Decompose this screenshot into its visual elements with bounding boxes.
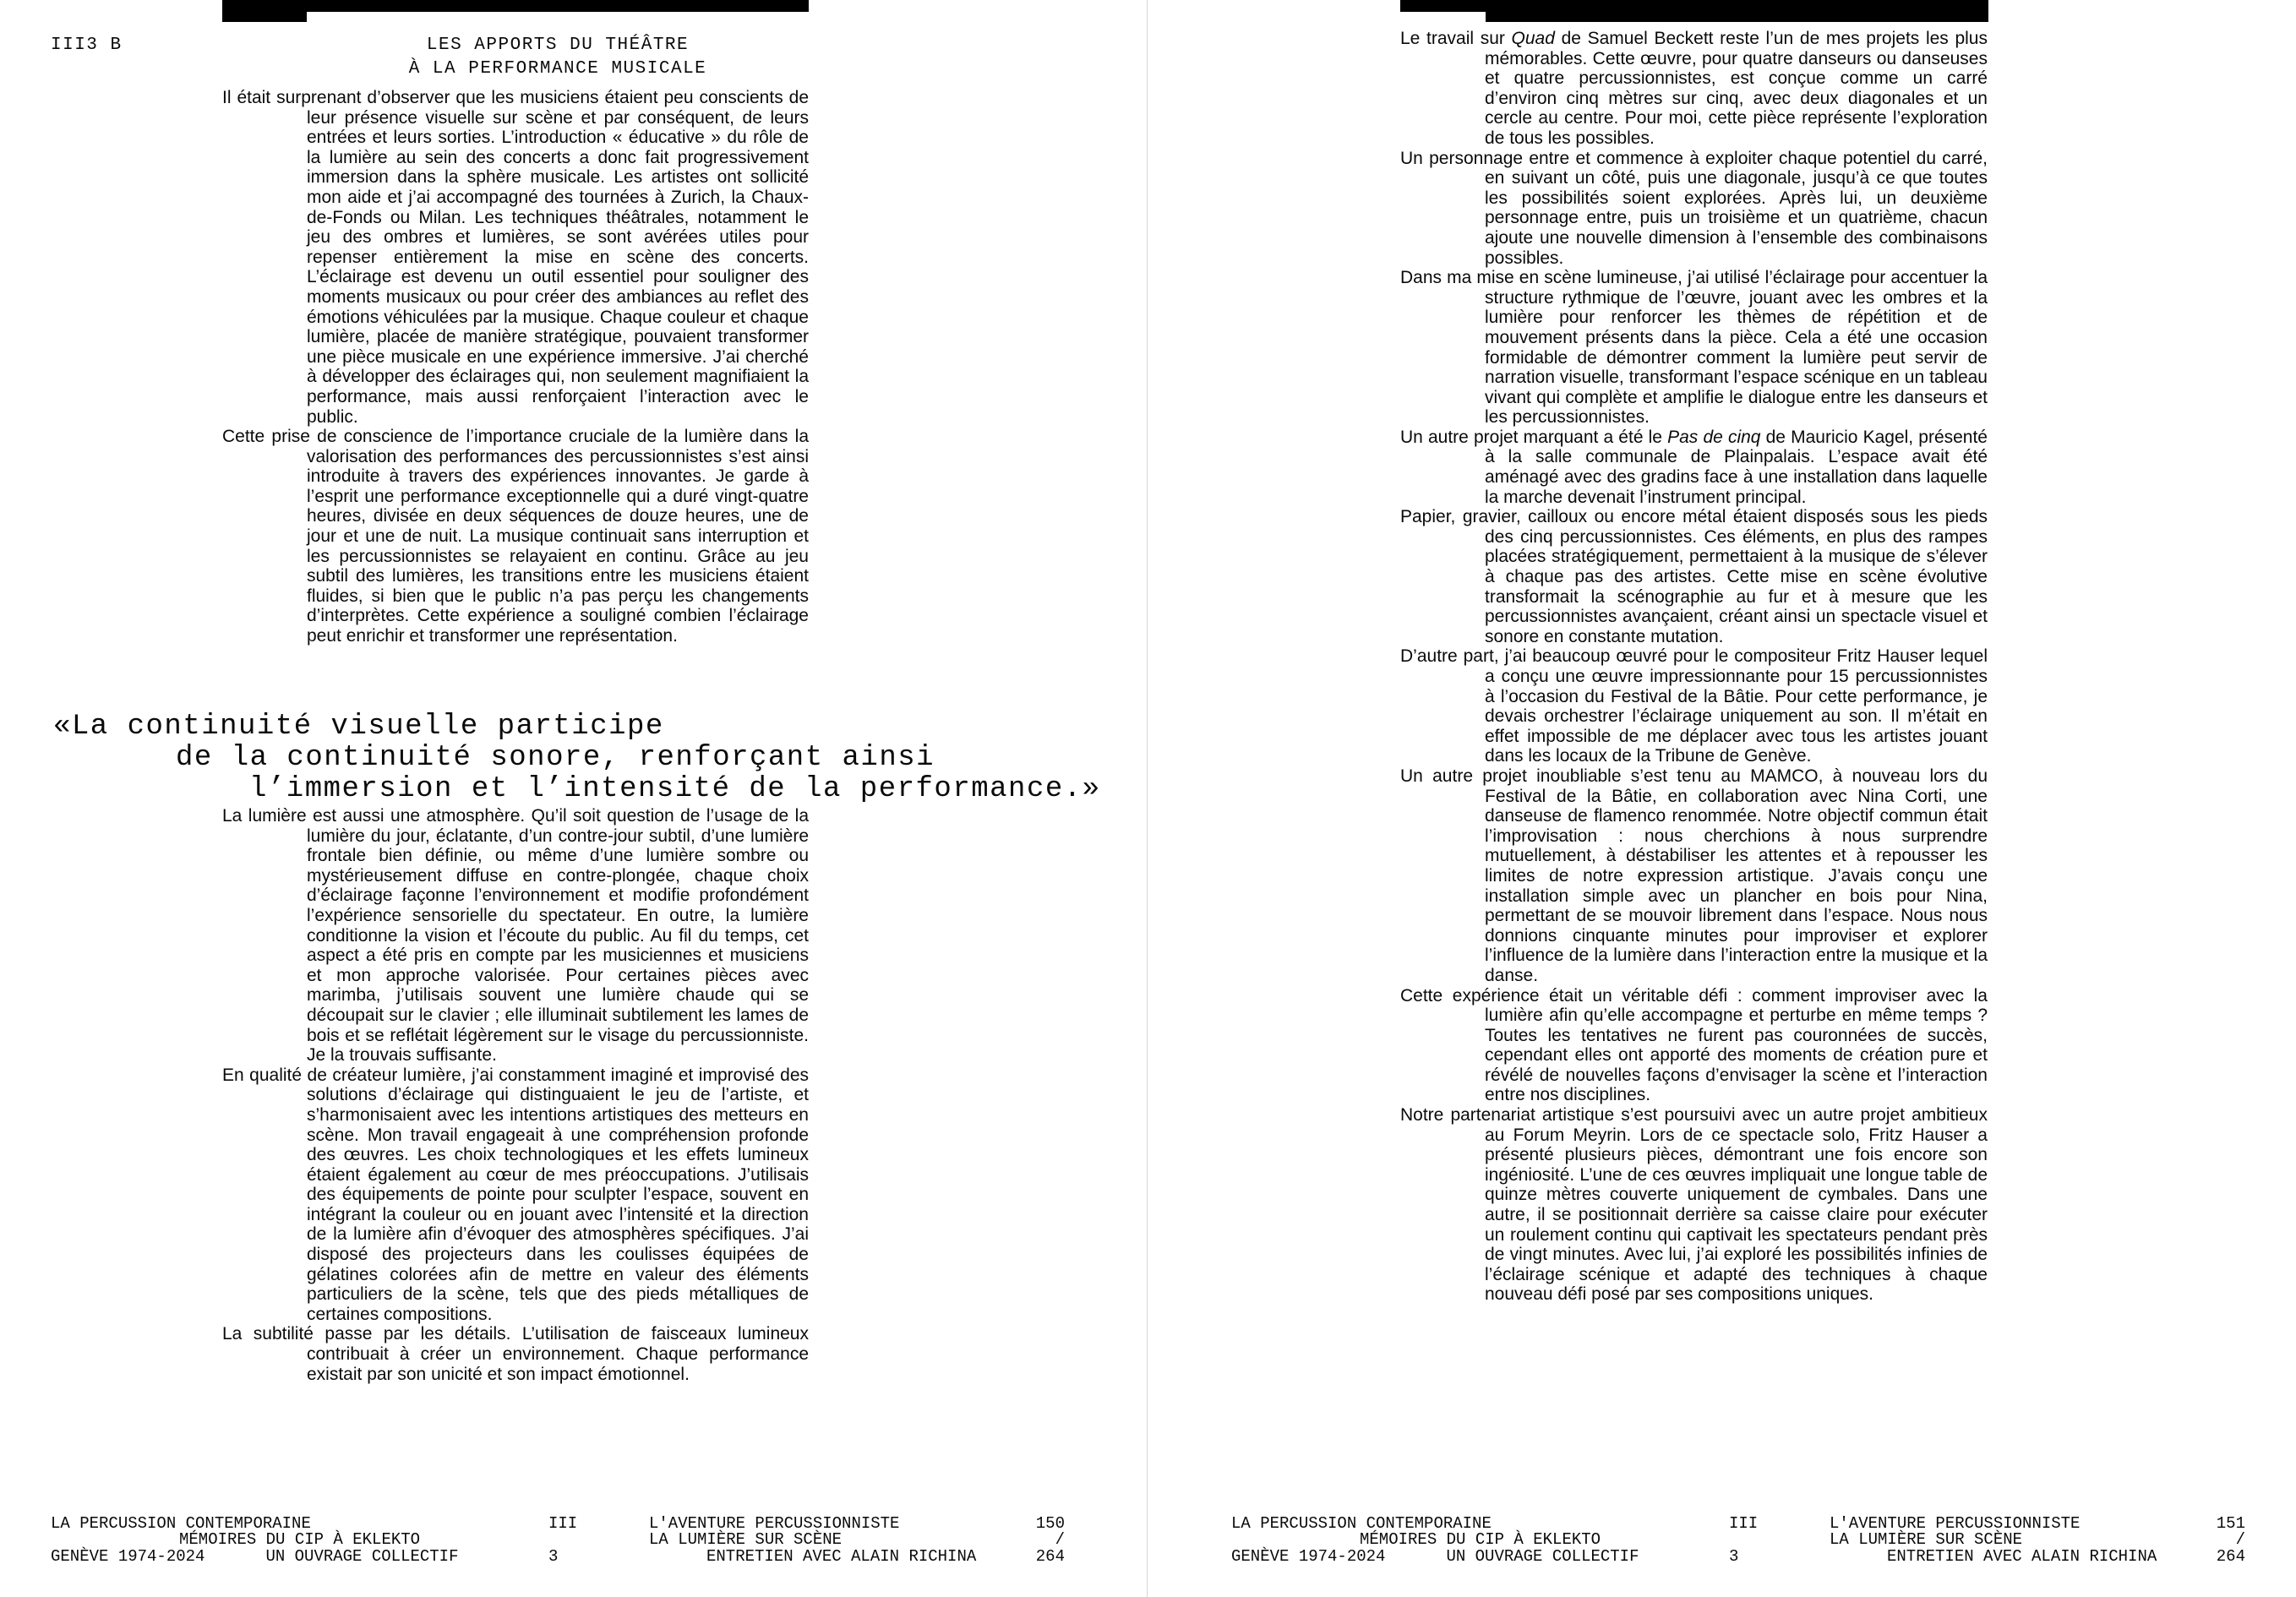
footer-chapter-title3: ENTRETIEN AVEC ALAIN RICHINA: [706, 1546, 977, 1566]
footer-total-pages: 264: [1035, 1546, 1065, 1566]
paragraph-text: de Samuel Beckett reste l’un de mes projets les plus mémorables. Cette œuvre, pour quatre danseurs ou danseuses et quatre percussionnistes, est conçue comme un carré d’environ cinq mètres sur cinq, avec deux diagonales et un cercle au centre. Pour moi, cette pièce représente l’exploration de tous les possibles.: [1485, 29, 1988, 148]
paragraph: [222, 427, 809, 646]
paragraph: [1400, 149, 1988, 269]
paragraph: [1400, 646, 1988, 766]
footer-pagination-block: [938, 1516, 1065, 1565]
footer-page-separator: /: [1055, 1530, 1065, 1550]
footer-chapter-number: 3: [548, 1546, 559, 1566]
footer-book-edition: UN OUVRAGE COLLECTIF: [1446, 1546, 1639, 1566]
footer-pagination-block: [2119, 1516, 2245, 1565]
paragraph-text: Il était surprenant d’observer que les musiciens étaient peu conscients de leur présence visuelle sur scène et par conséquent, de leurs entrées et leurs sorties. L’introduction « éducative » du rôle de la lumière au sein des concerts a donc fait progressivement immersion dans la sphère musicale. Les artistes ont sollicité mon aide et j’ai accompagné des tournées à Zurich, la Chaux-de-Fonds ou Milan. Les techniques théâtrales, notamment le jeu des ombres et lumières, se sont avérées utiles pour repenser entièrement la mise en scène des concerts. L’éclairage est devenu un outil essentiel pour souligner des moments musicaux ou pour créer des ambiances au reflet des émotions véhiculées par la musique. Chaque couleur et chaque lumière, placée de manière stratégique, pouvaient transformer une pièce musicale en une expérience immersive. J’ai cherché à développer des éclairages qui, non seulement magnifiaient la performance, mais aussi renforçaient l’interaction avec le public.: [222, 88, 809, 427]
footer-chapter-title2: LA LUMIÈRE SUR SCÈNE: [1830, 1530, 2023, 1550]
paragraph: [1400, 507, 1988, 646]
footer-page-separator: /: [2235, 1530, 2245, 1550]
header-bar-right-block: [1400, 0, 1486, 12]
footer-row: [0, 1516, 2296, 1575]
footer-book-place-years: GENÈVE 1974-2024: [1231, 1546, 1386, 1566]
paragraph: [222, 1324, 809, 1384]
body-column-left-bottom: [222, 806, 809, 1384]
paragraph-text: de Mauricio Kagel, présenté à la salle communale de Plainpalais. L’espace avait été aménagé avec des gradins face à une installation dans laquelle la marche devenait l’instrument principal.: [1485, 427, 1988, 507]
footer-book-place-years: GENÈVE 1974-2024: [51, 1546, 205, 1566]
footer-page-number: 151: [2216, 1514, 2245, 1533]
paragraph-text: Un autre projet marquant a été le: [1400, 427, 1668, 447]
pull-quote-line: l’immersion et l’intensité de la performance.»: [249, 773, 1101, 805]
footer-chapter-block: [1830, 1516, 2157, 1565]
paragraph: [222, 88, 809, 427]
paragraph-text: La subtilité passe par les détails. L’utilisation de faisceaux lumineux contribuait à créer un environnement. Chaque performance existait par son unicité et son impact émotionnel.: [222, 1324, 809, 1384]
page-title-line2: À LA PERFORMANCE MUSICALE: [408, 59, 707, 79]
paragraph: [1400, 766, 1988, 986]
work-title-italic: Quad: [1511, 29, 1555, 48]
footer-chapter-number: 3: [1729, 1546, 1739, 1566]
footer-page-number: 150: [1035, 1514, 1065, 1533]
pull-quote-line: «La continuité visuelle participe: [53, 711, 664, 743]
paragraph-text: Cette expérience était un véritable défi : comment improviser avec la lumière afin qu’elle accompagne et perturbe en même temps ? Toutes les tentatives ne furent pas couronnées de succès, cependant elles ont apporté des moments de création pure et révélé de nouvelles façons d’envisager la scène et l’interaction entre nos disciplines.: [1400, 985, 1988, 1105]
section-label: III3 B: [51, 35, 123, 55]
page-title: [307, 34, 809, 81]
paragraph-text: D’autre part, j’ai beaucoup œuvré pour le compositeur Fritz Hauser lequel a conçu une œuvre impressionnante pour 15 percussionnistes à l’occasion du Festival de la Bâtie. Pour cette performance, je devais orchestrer l’éclairage uniquement au son. Il m’était en effet impossible de me déplacer avec tous les artistes jouant dans les locaux de la Tribune de Genève.: [1400, 646, 1988, 766]
footer-part-block: [1729, 1516, 1758, 1565]
paragraph-text: Dans ma mise en scène lumineuse, j’ai utilisé l’éclairage pour accentuer la structure rythmique de l’œuvre, jouant avec les ombres et la lumière pour renforcer les thèmes de répétition et de mouvement présents dans la pièce. Cela a été une occasion formidable de démontrer comment la lumière peut servir de narration visuelle, transformant l’espace scénique en un tableau vivant qui complète et amplifie le dialogue entre les danseurs et les percussionnistes.: [1400, 268, 1988, 428]
footer-total-pages: 264: [2216, 1546, 2245, 1566]
footer-book-line3: [1231, 1546, 1639, 1566]
paragraph-text: Notre partenariat artistique s’est poursuivi avec un autre projet ambitieux au Forum Meyrin. Lors de ce spectacle solo, Fritz Hauser a présenté plusieurs pièces, démontrant une fois encore son ingéniosité. L’une de ces œuvres impliquait une longue table de quinze mètres couverte uniquement de cymbales. Dans une autre, il se positionnait derrière sa caisse claire pour exécuter un roulement continu qui captivait les spectateurs pendant près de vingt minutes. Avec lui, j’ai exploré les possibilités infinies de l’éclairage scénique et adapté des techniques à chaque nouveau défi posé par ses compositions uniques.: [1400, 1105, 1988, 1305]
paragraph-text: Un personnage entre et commence à exploiter chaque potentiel du carré, en suivant un côté, puis une diagonale, jusqu’à ce que toutes les possibilités soient explorées. Après lui, un deuxième personnage entre, puis un troisième et un quatrième, chacun ajoute une nouvelle dimension à l’ensemble des combinaisons possibles.: [1400, 148, 1988, 268]
header-bar-left-block: [222, 0, 307, 22]
paragraph: [1400, 29, 1988, 149]
header-bar-left-strip: [307, 0, 809, 12]
paragraph-text: La lumière est aussi une atmosphère. Qu’il soit question de l’usage de la lumière du jour, éclatante, d’un contre-jour subtil, d’une lumière frontale bien définie, ou même d’une lumière sombre ou mystérieusement diffuse en contre-plongée, chaque choix d’éclairage façonne l’environnement et modifie profondément l’expérience sensorielle du spectateur. En outre, la lumière conditionne la vision et l’écoute du public. Au fil du temps, cet aspect a été pris en compte par les musiciennes et musiciens et mon approche valorisée. Pour certaines pièces avec marimba, j’utilisais souvent une lumière chaude qui se découpait sur le clavier ; elle illuminait subtilement les lames de bois et se reflétait légèrement sur le visage du percussionniste. Je la trouvais suffisante.: [222, 806, 809, 1066]
footer-book-subtitle: MÉMOIRES DU CIP À EKLEKTO: [1360, 1530, 1601, 1550]
body-column-left-top: [222, 88, 809, 646]
paragraph-text: Un autre projet inoubliable s’est tenu au MAMCO, à nouveau lors du Festival de la Bâtie, en collaboration avec Nina Corti, une danseuse de flamenco renommée. Notre objectif commun était l’improvisation : nous cherchions à nous surprendre mutuellement, à déstabiliser les attentes et à repousser les limites de notre expression artistique. J’avais conçu une installation simple avec un plancher en bois pour Nina, permettant de se mouvoir librement dans l’espace. Nous nous donnions cinquante minutes pour improviser et explorer l’influence de la lumière dans l’interaction entre la musique et la danse.: [1400, 766, 1988, 985]
footer-book-block: [1231, 1516, 1639, 1565]
paragraph: [1400, 1105, 1988, 1305]
footer-part-number: III: [548, 1514, 578, 1533]
paragraph: [222, 1066, 809, 1325]
body-column-right: [1400, 29, 1988, 1305]
footer-chapter-title3: ENTRETIEN AVEC ALAIN RICHINA: [1887, 1546, 2157, 1566]
pull-quote: [53, 711, 1101, 805]
header-bar-right-strip: [1486, 0, 1988, 22]
paragraph: [1400, 428, 1988, 507]
pull-quote-line: de la continuité sonore, renforçant ainsi: [176, 742, 935, 774]
footer-part-block: [548, 1516, 577, 1565]
footer-part-number: III: [1729, 1514, 1759, 1533]
footer-book-edition: UN OUVRAGE COLLECTIF: [265, 1546, 459, 1566]
page-title-line1: LES APPORTS DU THÉÂTRE: [426, 35, 690, 55]
paragraph-text: En qualité de créateur lumière, j’ai constamment imaginé et improvisé des solutions d’éclairage qui distinguaient le jeu de l’artiste, et s’harmonisaient avec les intentions artistiques des metteurs en scène. Mon travail engageait à une compréhension profonde des œuvres. Les choix technologiques et les effets lumineux étaient également au cœur de mes préoccupations. J’utilisais des équipements de pointe pour sculpter l’espace, souvent en intégrant la couleur ou en jouant avec l’intensité et la direction de la lumière afin d’évoquer des atmosphères spécifiques. J’ai disposé des projecteurs dans les coulisses équipées de gélatines colorées afin de mettre en valeur des éléments particuliers de la scène, tels que des pieds métalliques de certaines compositions.: [222, 1065, 809, 1324]
footer-chapter-title1: L'AVENTURE PERCUSSIONNISTE: [649, 1514, 900, 1533]
footer-book-title: LA PERCUSSION CONTEMPORAINE: [1231, 1514, 1492, 1533]
work-title-italic: Pas de cinq: [1667, 427, 1761, 447]
footer-chapter-title1: L'AVENTURE PERCUSSIONNISTE: [1830, 1514, 2081, 1533]
footer-book-line3: [51, 1546, 459, 1566]
paragraph-text: Papier, gravier, cailloux ou encore métal étaient disposés sous les pieds des cinq percussionnistes. Ces éléments, en plus des rampes placées stratégiquement, permettaient à la musique de s’élever à chaque pas des artistes. Cette mise en scène évolutive transformait la scénographie au fur et à mesure que les percussionnistes avançaient, créant ainsi un spectacle visuel et sonore en constante mutation.: [1400, 507, 1988, 646]
footer-chapter-block: [649, 1516, 976, 1565]
paragraph: [1400, 986, 1988, 1106]
footer-book-subtitle: MÉMOIRES DU CIP À EKLEKTO: [179, 1530, 421, 1550]
footer-book-block: [51, 1516, 458, 1565]
page-gutter-divider: [1147, 0, 1148, 1597]
footer-chapter-title2: LA LUMIÈRE SUR SCÈNE: [649, 1530, 843, 1550]
footer-book-title: LA PERCUSSION CONTEMPORAINE: [51, 1514, 311, 1533]
paragraph-text: Cette prise de conscience de l’importance cruciale de la lumière dans la valorisation des performances des percussionnistes s’est ainsi introduite à travers des expériences innovantes. Je garde à l’esprit une performance exceptionnelle qui a duré vingt-quatre heures, divisée en deux séquences de douze heures, une de jour et une de nuit. La musique continuait sans interruption et les percussionnistes se relayaient en continu. Grâce au jeu subtil des lumières, les transitions entre les musiciens étaient fluides, si bien que le public n’a pas perçu les changements d’interprètes. Cette expérience a souligné combien l’éclairage peut enrichir et transformer une représentation.: [222, 427, 809, 646]
paragraph: [222, 806, 809, 1066]
paragraph: [1400, 268, 1988, 428]
paragraph-text: Le travail sur: [1400, 29, 1512, 48]
